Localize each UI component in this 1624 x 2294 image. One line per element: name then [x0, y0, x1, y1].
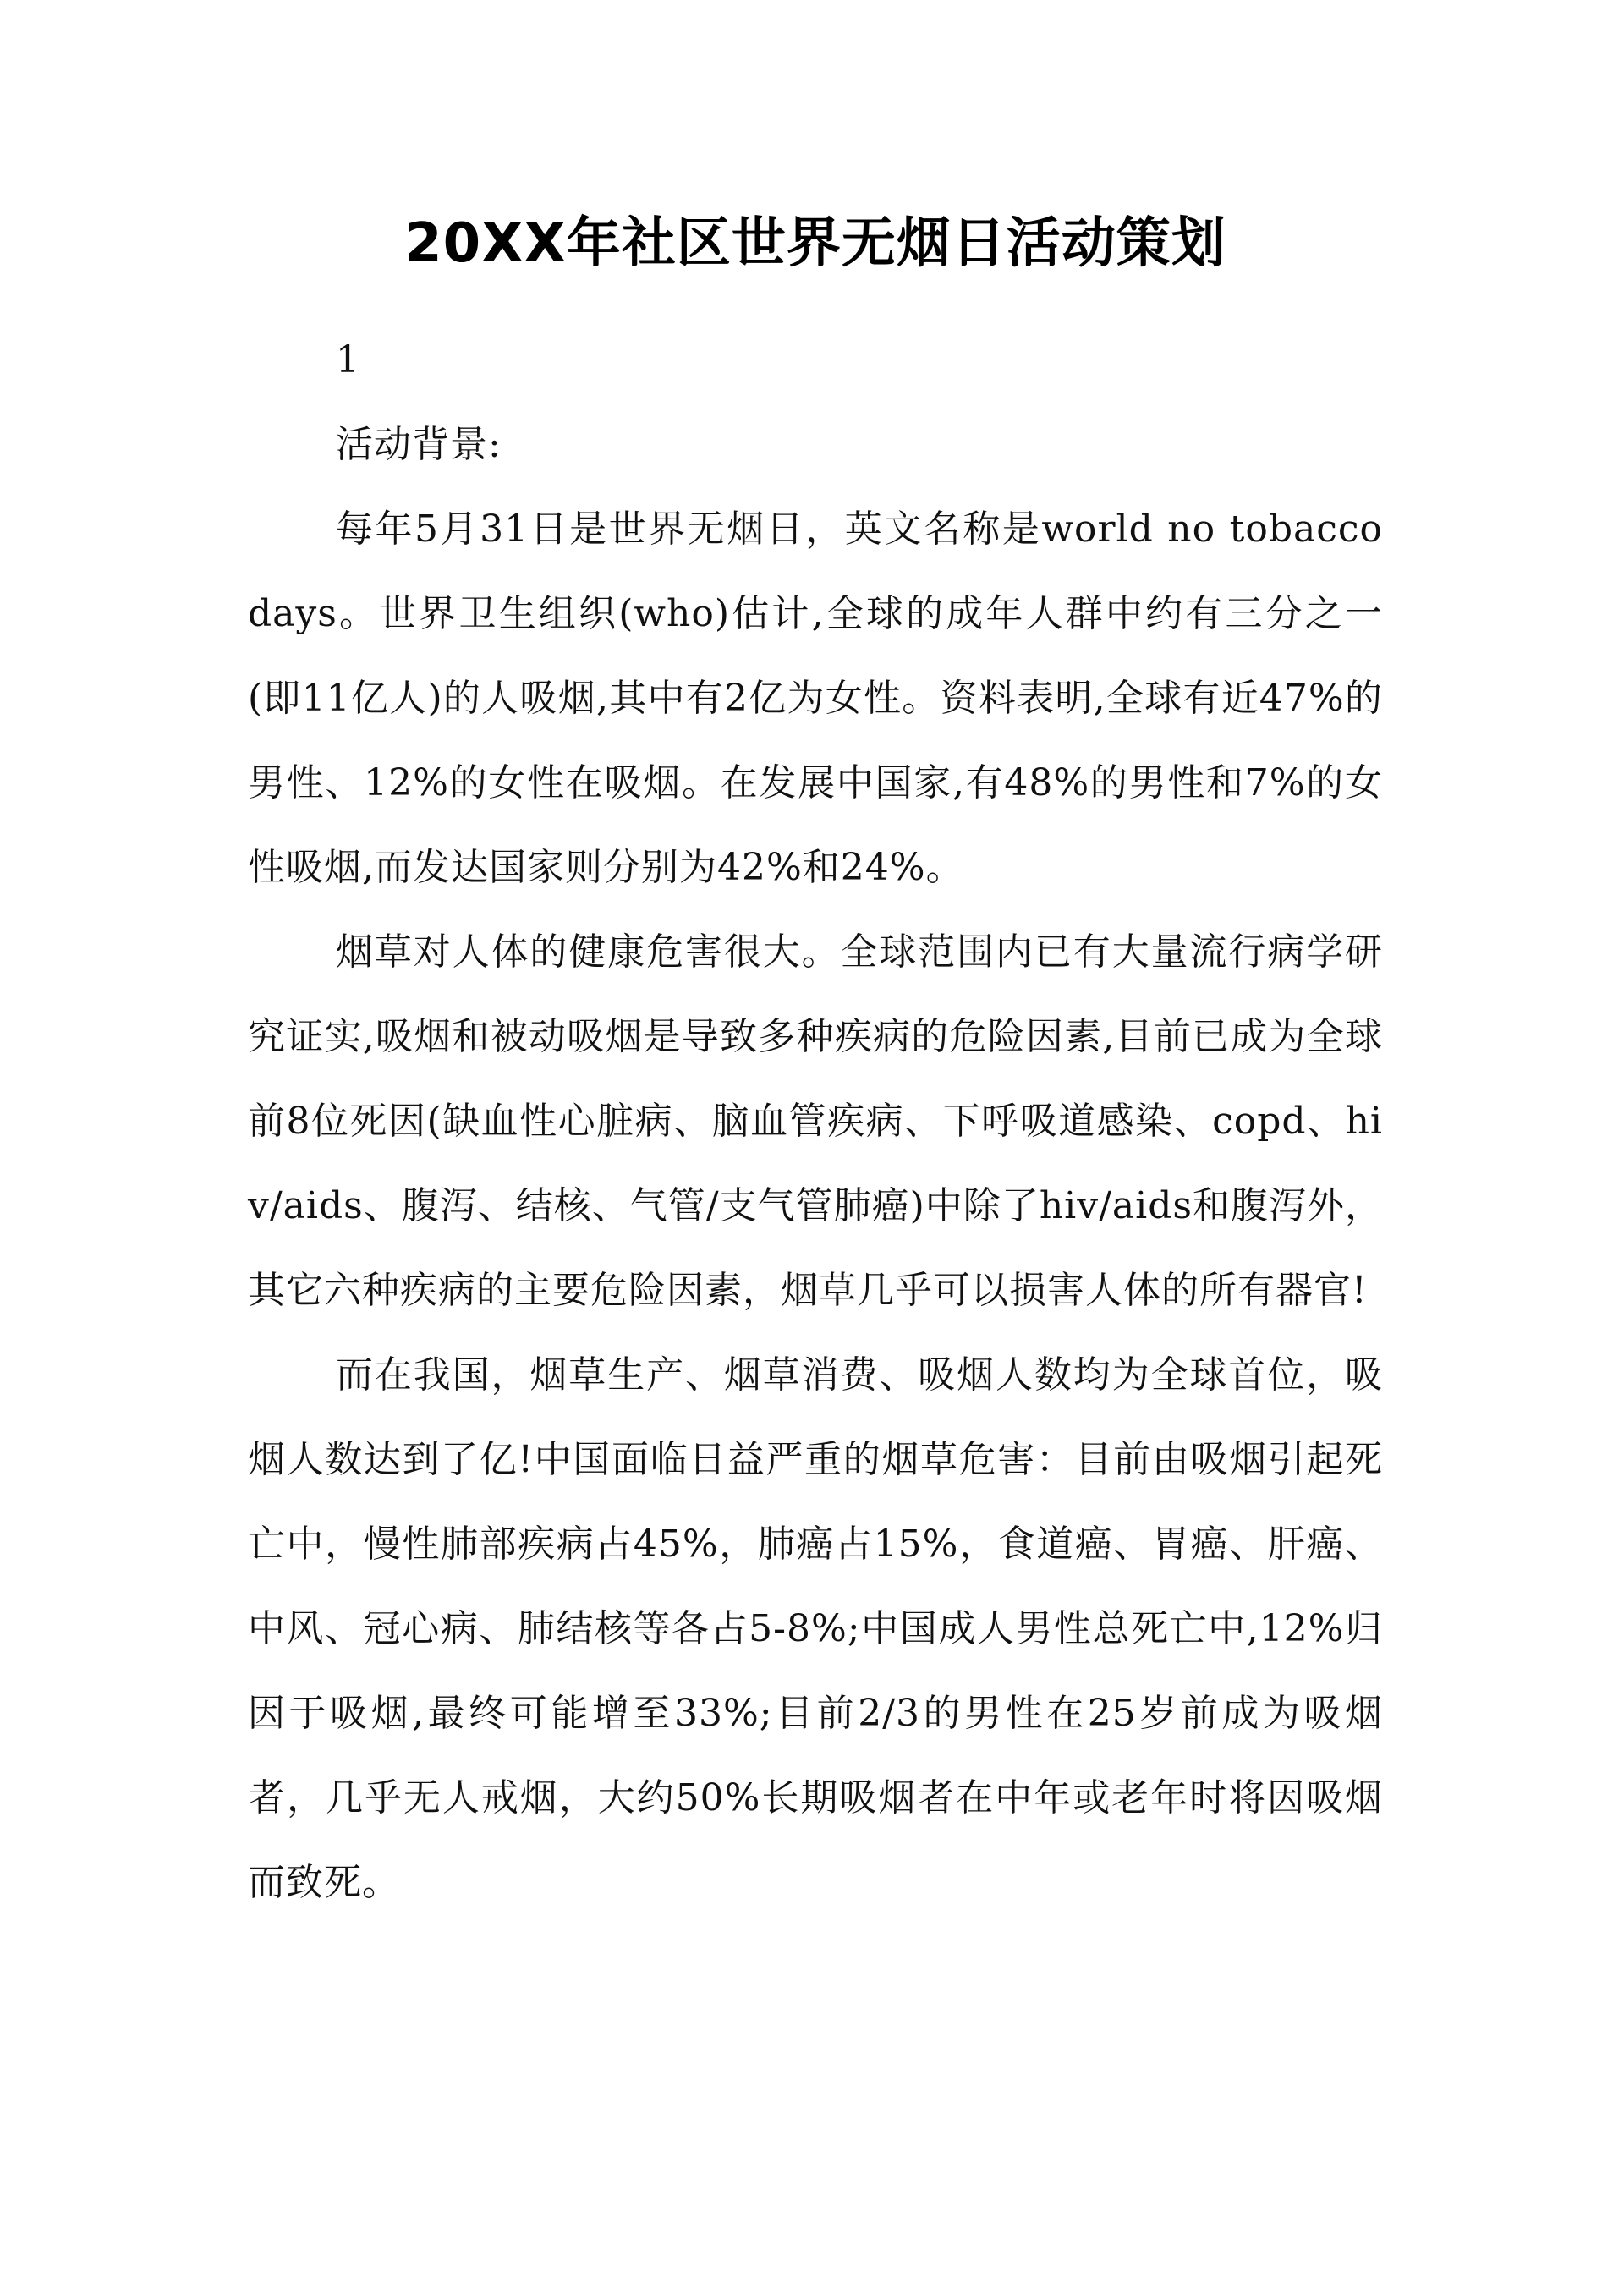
paragraph-smoking-statistics: 每年5月31日是世界无烟日，英文名称是world no tobacco days。世界卫生组织(who)估计,全球的成年人群中约有三分之一(即11亿人)的人吸烟,其中有2亿为女性。资料表明,全球有近47%的男性、12%的女性在吸烟。在发展中国家,有48%的男性和7%的女性吸烟,而发达国家则分别为42%和24%。: [248, 508, 1383, 889]
section-number: 1: [336, 338, 360, 381]
document-body: [248, 203, 1383, 1925]
paragraph-china-situation: 而在我国，烟草生产、烟草消费、吸烟人数均为全球首位，吸烟人数达到了亿!中国面临日益严重的烟草危害：目前由吸烟引起死亡中，慢性肺部疾病占45%，肺癌占15%，食道癌、胃癌、肝癌、中风、冠心病、肺结核等各占5-8%;中国成人男性总死亡中,12%归因于吸烟,最终可能增至33%;目前2/3的男性在25岁前成为吸烟者，几乎无人戒烟，大约50%长期吸烟者在中年或老年时将因吸烟而致死。: [248, 1353, 1383, 1904]
section-heading: 活动背景:: [336, 423, 502, 466]
document-title: 20XX年社区世界无烟日活动策划: [404, 212, 1226, 275]
paragraph-health-hazards: 烟草对人体的健康危害很大。全球范围内已有大量流行病学研究证实,吸烟和被动吸烟是导致多种疾病的危险因素,目前已成为全球前8位死因(缺血性心脏病、脑血管疾病、下呼吸道感染、copd、hiv/aids、腹泻、结核、气管/支气管肺癌)中除了hiv/aids和腹泻外，其它六种疾病的主要危险因素，烟草几乎可以损害人体的所有器官!: [248, 930, 1383, 1312]
